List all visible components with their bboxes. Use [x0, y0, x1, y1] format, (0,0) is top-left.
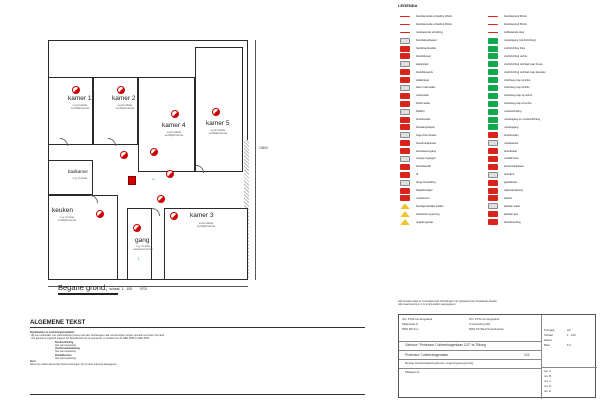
legend-label: noodverlichting — [504, 110, 522, 114]
legend-item — [488, 131, 586, 139]
legend-item — [400, 21, 498, 29]
note-line: Alle bouwkundige en brandwerende scheidingen zijn gebaseerd op bestaande situatie — [398, 300, 497, 303]
legend-item — [400, 29, 498, 37]
legend-label: vluchtweg trap op links — [504, 78, 531, 82]
legend-label: vluchtweg trap op rechts — [504, 94, 533, 98]
legend-item — [488, 163, 586, 171]
detector-icon — [171, 110, 179, 118]
legend-label: vluchtrichting rechts — [504, 54, 527, 58]
general-text — [30, 320, 365, 367]
room-sub-badkamer: o.g. functie — [72, 176, 88, 180]
legend-label: afsluiter gas — [504, 212, 518, 216]
legend-item — [488, 139, 586, 147]
legend-symbol-icon — [488, 53, 498, 59]
legend-symbol-icon — [400, 109, 410, 115]
general-text-line: Brandmelder en ontruimingsinstallatie: — [30, 331, 75, 334]
legend-symbol-icon — [488, 16, 498, 17]
legend-item — [400, 171, 498, 179]
legend-label: rookmelder — [416, 94, 429, 98]
legend-label: vluchtrichting links — [504, 47, 526, 50]
owner-label: Ohr. PCM van Engeland — [469, 317, 500, 321]
legend-symbol-icon — [488, 203, 498, 209]
legend-symbol-icon — [400, 32, 410, 33]
legend-symbol-icon — [488, 156, 498, 162]
room-sub-kamer-1: voorzufelte verblijfsruimte — [70, 103, 90, 111]
legend-symbol-icon — [400, 211, 410, 217]
legend-label: vluchtweg trap af rechts — [504, 102, 532, 106]
legend-symbol-icon — [488, 69, 498, 75]
legend-item — [400, 108, 498, 116]
legend-symbol-icon — [400, 24, 410, 25]
legend-item — [488, 45, 586, 53]
legend-symbol-icon — [400, 53, 410, 59]
legend-label: brandweeringang — [416, 149, 437, 153]
detector-icon — [117, 86, 125, 94]
client-name: Zaflerstaat 8 — [402, 322, 418, 326]
legend-symbol-icon — [488, 32, 498, 33]
scale-value: 1 : 100 — [121, 287, 133, 291]
detector-icon — [133, 224, 141, 232]
legend-label: vluchtrichting rechtsaf naar boven — [504, 62, 543, 66]
divider — [30, 394, 365, 395]
legend-symbol-icon — [400, 38, 410, 44]
project-title: Gebouw "Professor Cobbenhagenlaan 122" te Tilburg — [405, 343, 486, 347]
legend-item — [488, 179, 586, 187]
room-sub-kamer-5: voorzufelte verblijfsruimte — [208, 128, 228, 136]
legend-label: nooduitgang en noodverlichting — [504, 118, 541, 122]
legend-symbol-icon — [488, 148, 498, 154]
legend-label: flitslicht — [416, 110, 425, 114]
room-label-kamer-1: kamer 1 — [68, 95, 92, 102]
legend-label: brandput — [504, 173, 515, 177]
legend-item — [488, 37, 586, 45]
fire-extinguisher-icon — [128, 176, 136, 185]
meta-label: Datum — [544, 338, 553, 342]
legend-label: brandblusser — [416, 54, 431, 58]
legend-item — [400, 155, 498, 163]
drawing-title-text: Begane grond, — [58, 283, 108, 292]
legend-symbol-icon — [488, 211, 498, 217]
legend — [398, 3, 598, 273]
legend-item — [400, 179, 498, 187]
exit-arrow-down-icon: ↓ — [137, 256, 140, 262]
general-text-line: Alleen de relatief aanwezige blusvoorzieningen zijn op deze tekening aangegeven. — [30, 363, 118, 367]
client-city: 5681 BZ Son — [402, 327, 419, 331]
detector-icon — [72, 86, 80, 94]
legend-symbol-icon — [400, 188, 410, 194]
legend-label: vluchtrichting rechtsaf naar beneden — [504, 70, 546, 74]
room-label-kamer-2: kamer 2 — [112, 95, 136, 102]
legend-symbol-icon — [400, 93, 410, 99]
legend-item — [400, 60, 498, 68]
legend-symbol-icon — [400, 61, 410, 67]
legend-symbol-icon — [400, 148, 410, 154]
legend-symbol-icon — [488, 188, 498, 194]
legend-item — [400, 187, 498, 195]
legend-label: vluchtweg trap af links — [504, 86, 530, 90]
legend-label: rookwerende scheiding — [416, 31, 443, 35]
legend-item — [400, 131, 498, 139]
legend-item — [400, 163, 498, 171]
legend-item — [488, 52, 586, 60]
legend-symbol-icon — [488, 195, 498, 201]
legend-symbol-icon — [400, 180, 410, 186]
legend-item — [400, 13, 498, 21]
legend-label: brandwerende scheiding 30min. — [416, 15, 453, 19]
client-label: Ohr. PCM van Engeland — [402, 317, 433, 321]
legend-label: sfeer rookmelder — [416, 86, 436, 90]
legend-symbol-icon — [488, 109, 498, 115]
note-line: Alle maatvoering in mm tenzij anders aangegeven — [398, 303, 456, 306]
project-subtitle: Professor Cobbenhagenlaan — [405, 353, 449, 357]
legend-symbol-icon — [400, 69, 410, 75]
legend-label: noodstroom — [416, 196, 430, 200]
meta-label: Blad — [544, 343, 550, 347]
legend-item — [488, 218, 586, 226]
owner-city: 5081 PC Bad Oudenbosche — [469, 327, 504, 331]
legend-symbol-icon — [488, 164, 498, 170]
legend-label: brandwerend 60min. — [504, 23, 528, 27]
legend-symbol-icon — [400, 132, 410, 138]
legend-symbol-icon — [400, 85, 410, 91]
legend-symbol-icon — [400, 195, 410, 201]
legend-item — [400, 218, 498, 226]
legend-label: brandkraan — [504, 149, 518, 153]
legend-label: brandgevaarlijke stoffen — [416, 204, 444, 208]
legend-symbol-icon — [488, 117, 498, 123]
room-sub-kamer-4: voorzufelte verblijfsruimte — [164, 130, 184, 138]
legend-label: brandwerend 30min. — [504, 15, 528, 19]
legend-symbol-icon — [400, 16, 410, 17]
legend-item — [400, 76, 498, 84]
detector-icon — [157, 195, 165, 203]
legend-item — [488, 210, 586, 218]
revision-label: rev. E — [544, 389, 552, 393]
dimension-width: 9700 — [140, 287, 148, 291]
room-label-keuken: keuken — [52, 207, 73, 214]
legend-label: dl — [416, 173, 419, 177]
legend-item — [400, 202, 498, 210]
legend-item — [400, 194, 498, 202]
legend-item — [488, 171, 586, 179]
legend-symbol-icon — [488, 38, 498, 44]
legend-symbol-icon — [488, 77, 498, 83]
legend-symbol-icon — [400, 156, 410, 162]
legend-label: blushmelder — [416, 102, 431, 106]
legend-symbol-icon — [488, 172, 498, 178]
legend-label: brandmelder — [416, 118, 431, 122]
detector-icon — [212, 108, 220, 116]
general-text-line: Noodverlichting — [55, 340, 74, 344]
room-label-kamer-4: kamer 4 — [162, 122, 186, 129]
revision-label: rev. C — [544, 379, 552, 383]
legend-item — [400, 92, 498, 100]
owner-address: Vrouwhestrg 246 — [469, 322, 491, 326]
room-kamer-2 — [93, 77, 138, 145]
legend-symbol-icon — [400, 140, 410, 146]
meta-value: 1/1 — [567, 343, 571, 347]
legend-column-left — [400, 13, 498, 226]
exit-arrow-left-icon: ← — [151, 176, 157, 182]
legend-item — [488, 100, 586, 108]
legend-symbol-icon — [400, 124, 410, 130]
drawing-title — [58, 283, 132, 292]
revision-label: rev. B — [544, 374, 552, 378]
legend-label: brandmeldpaneel — [416, 141, 437, 145]
legend-item — [488, 202, 586, 210]
legend-symbol-icon — [400, 219, 410, 225]
scale-label: schaal — [109, 287, 120, 291]
notes — [398, 300, 497, 306]
general-text-line: Niet van toepassing — [55, 350, 76, 354]
general-text-line: Noot: — [30, 360, 37, 364]
revision-label: rev. A — [544, 369, 551, 373]
legend-symbol-icon — [488, 24, 498, 25]
floor-plan — [30, 30, 270, 290]
legend-item — [488, 108, 586, 116]
legend-symbol-icon — [488, 61, 498, 67]
dimension-line-vertical — [255, 40, 256, 280]
legend-label: deltaboksel — [416, 78, 430, 82]
scale-bar — [58, 293, 118, 295]
legend-symbol-icon — [488, 132, 498, 138]
legend-label: overige ingangen — [416, 157, 436, 161]
general-text-lines — [30, 331, 365, 367]
legend-item — [400, 210, 498, 218]
legend-symbol-icon — [488, 46, 498, 52]
legend-label: wateraansluiting — [504, 189, 523, 193]
meta-label: Formaat — [544, 328, 555, 332]
legend-item — [400, 68, 498, 76]
legend-symbol-icon — [400, 172, 410, 178]
legend-label: brandweerlift — [416, 165, 431, 169]
room-label-kamer-3: kamer 3 — [190, 212, 214, 219]
legend-item — [488, 84, 586, 92]
legend-item — [400, 123, 498, 131]
legend-label: elektrische spanning — [416, 212, 440, 216]
room-label-gang: gang — [135, 237, 150, 244]
legend-label: brandwerende scheiding 60min. — [416, 23, 453, 27]
general-text-line: Niet van toepassing — [55, 356, 76, 360]
legend-item — [400, 100, 498, 108]
legend-column-right — [488, 13, 586, 226]
legend-symbol-icon — [400, 203, 410, 209]
general-text-line: - Bij een rookmelder met (automatische) sirene moet alle vluchtwegen naar voorzieningen worden gemeld met buiten het pand. — [30, 334, 165, 338]
legend-label: zelfsluitende deur — [504, 31, 525, 35]
detector-icon — [170, 212, 178, 220]
meta-value: A3 — [567, 328, 571, 332]
legend-label: brandbranding — [504, 220, 521, 224]
detector-icon — [120, 151, 128, 159]
room-label-kamer-5: kamer 5 — [206, 120, 230, 127]
general-text-line: - Het gebouw is ingericht volgens het Bouwbesluit van de gemeente, in verband met de NEN 2535 en NEN 2575. — [30, 337, 150, 341]
legend-symbol-icon — [400, 164, 410, 170]
legend-item — [488, 13, 586, 21]
project-number: 122 — [524, 353, 530, 357]
legend-label: brandbluswerk — [416, 70, 433, 74]
legend-symbol-icon — [400, 117, 410, 123]
legend-item — [488, 155, 586, 163]
legend-symbol-icon — [400, 77, 410, 83]
legend-symbol-icon — [488, 85, 498, 91]
dimension-height: 10600 — [259, 146, 268, 150]
legend-item — [488, 76, 586, 84]
drawing-name: Plattegrond — [405, 370, 420, 374]
room-sub-kamer-3: voorzufelte verblijfsruimte — [196, 221, 216, 229]
general-text-line: Niet van toepassing — [55, 343, 76, 347]
legend-symbol-icon — [400, 101, 410, 107]
legend-symbol-icon — [488, 219, 498, 225]
title-block — [398, 314, 596, 398]
legend-item — [488, 92, 586, 100]
legend-item — [400, 139, 498, 147]
legend-item — [488, 147, 586, 155]
general-text-line: Brandblussers — [55, 353, 72, 357]
legend-label: nooduitgang — [504, 125, 519, 129]
legend-item — [488, 21, 586, 29]
legend-symbol-icon — [400, 46, 410, 52]
legend-item — [488, 194, 586, 202]
legend-label: handbrandmelder — [416, 47, 437, 50]
room-sub-kamer-2: voorzufelte verblijfsruimte — [115, 103, 135, 111]
detector-icon — [150, 148, 158, 156]
legend-label: elektriciteit — [416, 62, 429, 66]
meta-value: 1 : 100 — [567, 333, 576, 337]
room-sub-keuken: o.g. functie verblijfsruimte — [57, 215, 77, 223]
meta-label: Schaal — [544, 333, 553, 337]
legend-item — [488, 29, 586, 37]
legend-label: gasafsluiter — [504, 181, 518, 185]
legend-symbol-icon — [488, 101, 498, 107]
legend-item — [400, 37, 498, 45]
legend-label: brandslanghaspel — [416, 39, 437, 43]
room-sub-gang: o.g. functie verkeersruimte — [133, 244, 153, 252]
legend-item — [400, 116, 498, 124]
legend-item — [400, 45, 498, 53]
legend-item — [488, 187, 586, 195]
legend-item — [488, 60, 586, 68]
legend-title: LEGENDA — [398, 3, 418, 8]
legend-label: droge blusleiding — [416, 181, 436, 185]
legend-symbol-icon — [488, 124, 498, 130]
legend-item — [488, 123, 586, 131]
legend-label: opgelet gevaar — [416, 220, 434, 224]
legend-symbol-icon — [488, 140, 498, 146]
legend-item — [488, 68, 586, 76]
legend-symbol-icon — [488, 180, 498, 186]
room-label-badkamer: badkamer — [68, 169, 89, 174]
legend-label: kamerschakelaar — [504, 165, 524, 169]
legend-item — [400, 52, 498, 60]
revision-label: rev. D — [544, 384, 552, 388]
legend-label: afsluiter water — [504, 204, 521, 208]
legend-label: nooduitgang (vluchtrichting) — [504, 39, 536, 43]
general-text-heading: ALGEMENE TEKST — [30, 320, 365, 328]
room-kamer-1 — [48, 77, 93, 145]
legend-label: blaasbrandgel — [416, 189, 433, 193]
legend-label: brandmelder — [504, 133, 519, 137]
legend-item — [400, 84, 498, 92]
legend-label: blusslanghaspel — [416, 125, 435, 129]
legend-symbol-icon — [488, 93, 498, 99]
legend-label: noodklimmer — [504, 157, 519, 161]
project-description: Revisie brandveiligheid gebouw, omgevingsvergunning — [405, 361, 474, 365]
detector-icon — [166, 170, 174, 178]
legend-label: rookdetector — [504, 141, 519, 145]
legend-item — [400, 147, 498, 155]
general-text-line: Vluchtroutemarkering — [55, 347, 80, 351]
legend-label: elektra — [504, 196, 512, 200]
detector-icon — [96, 210, 104, 218]
legend-item — [488, 116, 586, 124]
legend-label: hoge druk blusser — [416, 133, 437, 137]
